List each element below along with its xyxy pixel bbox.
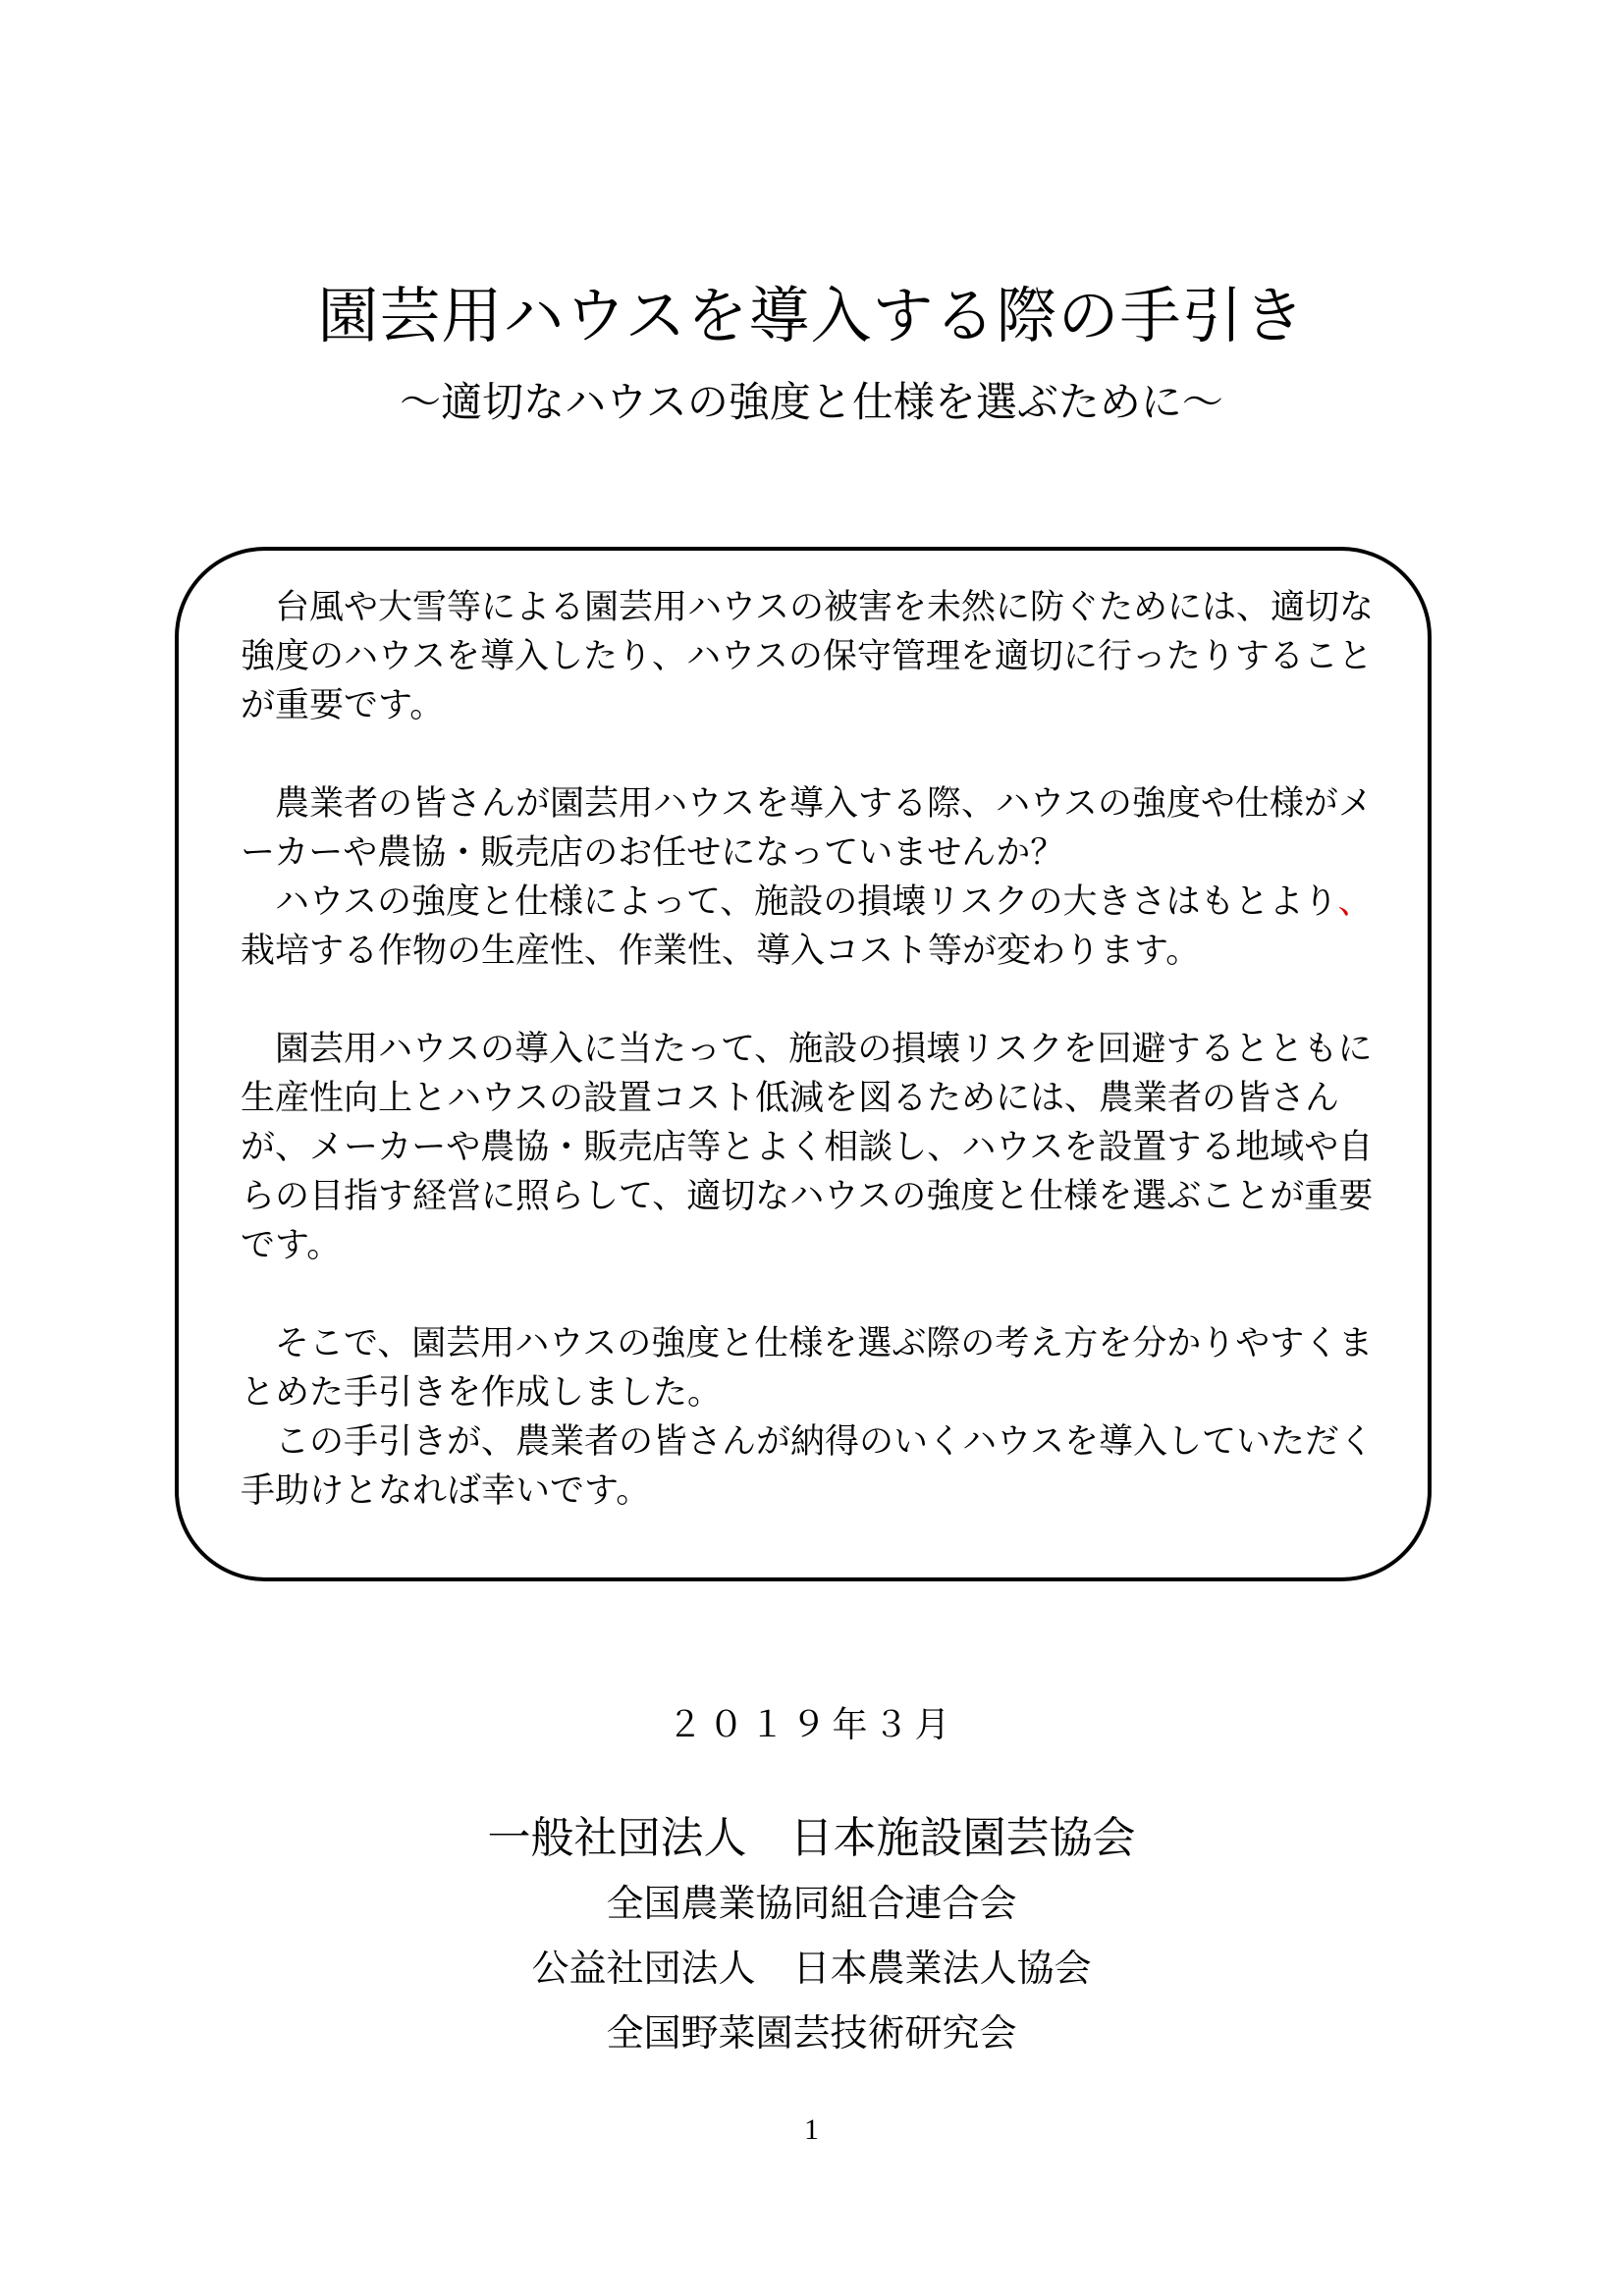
organizations bbox=[0, 1806, 1623, 2065]
text-segment: ハウスの強度と仕様によって、施設の損壊リスクの大きさはもとより bbox=[275, 882, 1338, 922]
document-subtitle: ～適切なハウスの強度と仕様を選ぶために～ bbox=[400, 378, 1223, 426]
page-number: 1 bbox=[804, 2113, 819, 2146]
organization-1: 一般社団法人 日本施設園芸協会 bbox=[487, 1813, 1136, 1863]
intro-text bbox=[241, 583, 1389, 1565]
publication-date: ２０１９年３月 bbox=[667, 1705, 956, 1745]
intro-paragraph-4 bbox=[241, 1319, 1389, 1516]
red-comma-mark: 、 bbox=[1337, 882, 1373, 922]
organization-3: 公益社団法人 日本農業法人協会 bbox=[531, 1947, 1092, 1990]
paragraph-line: この手引きが、農業者の皆さんが納得のいくハウスを導入していただく手助けとなれば幸いです。 bbox=[241, 1422, 1374, 1511]
paragraph-line: 農業者の皆さんが園芸用ハウスを導入する際、ハウスの強度や仕様がメーカーや農協・販売店のお任せになっていませんか？ bbox=[241, 784, 1373, 873]
intro-paragraph-2 bbox=[241, 779, 1389, 976]
intro-paragraph-3 bbox=[241, 1025, 1389, 1270]
organization-2: 全国農業協同組合連合会 bbox=[606, 1882, 1017, 1925]
paragraph-line: 園芸用ハウスの導入に当たって、施設の損壊リスクを回避するとともに生産性向上とハウスの設置コスト低減を図るためには、農業者の皆さんが、メーカーや農協・販売店等とよく相談し、ハウスを設置する地域や自らの目指す経営に照らして、適切なハウスの強度と仕様を選ぶことが重要です。 bbox=[241, 1030, 1374, 1265]
organization-4: 全国野菜園芸技術研究会 bbox=[606, 2011, 1017, 2055]
intro-paragraph-1 bbox=[241, 583, 1389, 730]
paragraph-line: そこで、園芸用ハウスの強度と仕様を選ぶ際の考え方を分かりやすくまとめた手引きを作成しました。 bbox=[241, 1324, 1374, 1413]
paragraph-line bbox=[241, 878, 1389, 976]
document-title: 園芸用ハウスを導入する際の手引き bbox=[317, 280, 1306, 351]
paragraph-line: 台風や大雪等による園芸用ハウスの被害を未然に防ぐためには、適切な強度のハウスを導入したり、ハウスの保守管理を適切に行ったりすることが重要です。 bbox=[241, 588, 1374, 725]
text-segment: 栽培する作物の生産性、作業性、導入コスト等が変わります。 bbox=[241, 932, 1201, 971]
